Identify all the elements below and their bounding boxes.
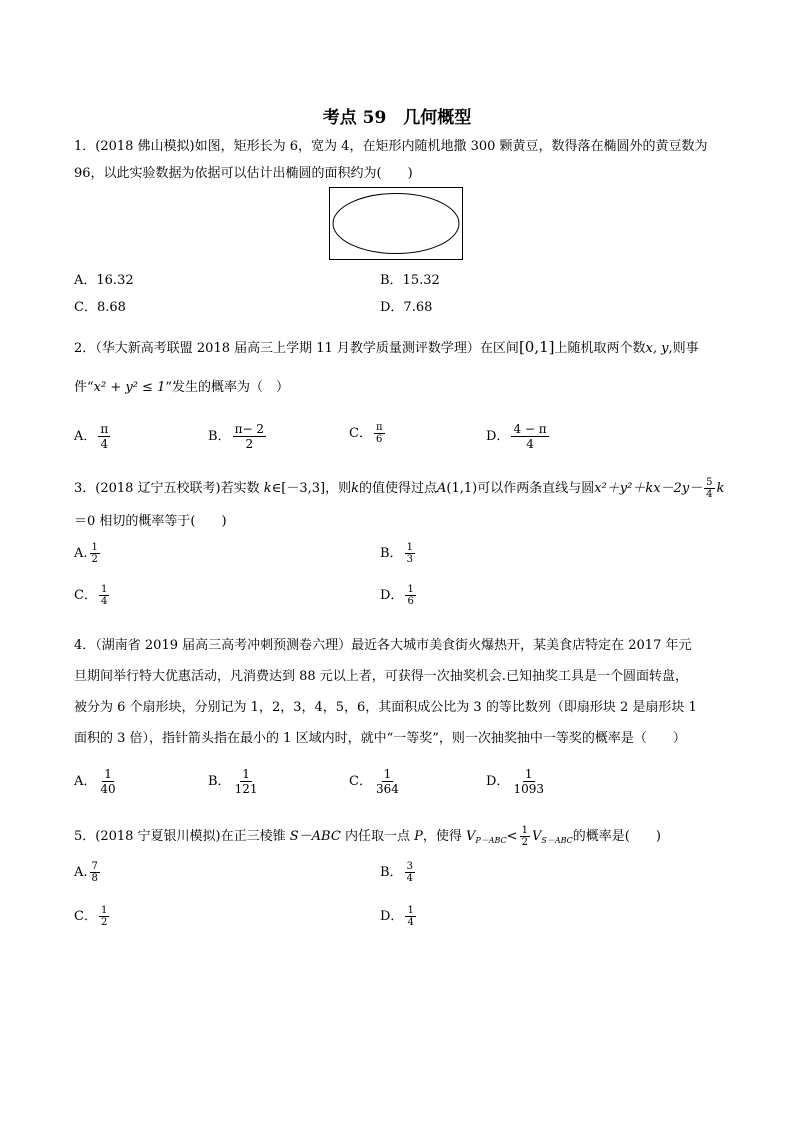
option-label: B．: [380, 546, 403, 561]
q2-text-a: 2．（华大新高考联盟 2018 届高三上学期 11 月教学质量测评数学理）在区间: [74, 341, 519, 356]
option-label: A.: [74, 546, 88, 561]
frac-den: 1093: [513, 782, 544, 796]
q2-option-b: [208, 422, 268, 451]
q5-text-d: 的概率是( ): [572, 829, 661, 844]
q5-text-c: ，使得: [422, 829, 466, 844]
q3-var-k: k: [351, 481, 359, 496]
rectangle-shape: [330, 188, 463, 260]
frac-den: 6: [407, 596, 414, 607]
frac-num: π− 2: [234, 422, 264, 436]
q3-text-c: 的值使得过点: [359, 481, 438, 496]
frac-num: 5: [706, 477, 713, 488]
q2-text-b: 上随机取两个数: [554, 341, 646, 356]
q2-interval: [0,1]: [518, 338, 555, 356]
option-label: A．: [74, 429, 97, 444]
q3-text-b: ∈[－3,3]，则: [271, 481, 352, 496]
frac-num: π: [100, 422, 109, 436]
q2-text-e: ”发生的概率为（ ）: [165, 380, 289, 395]
page-title: 考点 59 几何概型: [322, 108, 472, 128]
q1-option-b: B．15.32: [380, 273, 440, 288]
q3-var-k: k: [716, 481, 725, 496]
option-label: C．: [74, 588, 97, 603]
frac-den: 4: [100, 437, 109, 451]
frac-num: 1: [407, 584, 414, 595]
frac-num: 4 − π: [513, 422, 547, 436]
q2-stem-line2: [74, 379, 289, 397]
q3-option-a: [74, 542, 102, 565]
q2-option-c: [349, 422, 387, 445]
option-label: C．: [74, 909, 97, 924]
rectangle-ellipse-figure: [329, 187, 463, 260]
option-label: A．: [74, 774, 97, 789]
q4-option-d: [486, 767, 548, 796]
q2-expression: x² + y² ≤ 1: [93, 380, 166, 395]
option-label: D．: [380, 909, 404, 924]
q4-stem-line2: 旦期间举行特大优惠活动，凡消费达到 88 元以上者，可获得一次抽奖机会.已知抽奖工具是一个圆面转盘，: [74, 669, 688, 684]
frac-num: 1: [383, 767, 392, 781]
frac-den: 4: [406, 873, 413, 884]
q3-option-b: [380, 542, 417, 565]
q2-option-d: [486, 422, 551, 451]
frac-num: 1: [406, 542, 413, 553]
option-label: B．: [208, 774, 231, 789]
option-label: B．: [208, 429, 231, 444]
frac-den: 2: [91, 554, 98, 565]
q2-option-a: [74, 422, 112, 451]
q2-vars: x, y: [645, 341, 669, 356]
frac-den: 2: [100, 917, 108, 928]
q2-text-c: ,则事: [668, 341, 699, 356]
q3-option-d: [380, 584, 418, 607]
q5-less-than: <: [506, 829, 518, 844]
frac-den: 121: [234, 782, 258, 796]
frac-den: 3: [406, 554, 413, 565]
q1-option-c: C．8.68: [74, 300, 126, 315]
frac-den: 2: [521, 837, 528, 848]
q3-text-d: (1,1)可以作两条直线与圆: [446, 481, 595, 496]
q1-option-d: D．7.68: [380, 300, 433, 315]
frac-den: 4: [100, 596, 108, 607]
frac-den: 6: [376, 434, 383, 445]
q5-text-a: 5．(2018 宁夏银川模拟)在正三棱锥: [74, 829, 290, 844]
option-label: D．: [486, 774, 510, 789]
q3-option-c: [74, 584, 111, 607]
q1-stem-line1: 1．(2018 佛山模拟)如图，矩形长为 6，宽为 4，在矩形内随机地撒 300 颗黄豆，数得落在椭圆外的黄豆数为: [74, 139, 708, 154]
frac-den: 8: [91, 873, 98, 884]
option-label: A.: [74, 865, 88, 880]
q5-option-b: [380, 861, 417, 884]
frac-den: 4: [526, 437, 534, 451]
frac-den: 40: [100, 782, 116, 796]
frac-num: 1: [100, 905, 108, 916]
option-label: D．: [486, 429, 510, 444]
frac-num: 1: [521, 825, 528, 836]
ellipse-shape: [333, 194, 459, 254]
q5-point: P: [414, 829, 423, 844]
frac-den: 4: [407, 917, 414, 928]
q5-volume-2: V: [531, 829, 542, 844]
option-label: D．: [380, 588, 404, 603]
q2-text-d: 件“: [74, 380, 94, 395]
frac-den: 2: [245, 437, 254, 451]
frac-num: 1: [524, 767, 533, 781]
q4-option-c: [349, 767, 403, 796]
q1-stem-line2: 96，以此实验数据为依据可以估计出椭圆的面积约为( ): [74, 166, 413, 181]
q5-solid: S－ABC: [289, 829, 341, 844]
q3-point-a: A: [437, 481, 447, 496]
frac-den: 364: [375, 782, 399, 796]
frac-num: 3: [406, 861, 413, 872]
option-label: B．: [380, 865, 403, 880]
option-label: C．: [349, 774, 372, 789]
q5-volume-1: V: [465, 829, 476, 844]
q5-volume-1-sub: P－ABC: [475, 836, 507, 845]
q3-text-a: 3．(2018 辽宁五校联考)若实数: [74, 481, 264, 496]
q3-stem-line2: ＝0 相切的概率等于( ): [74, 514, 227, 529]
q4-option-a: [74, 767, 120, 796]
q4-option-b: [208, 767, 261, 796]
frac-num: π: [375, 422, 383, 433]
q5-stem: [74, 825, 661, 850]
q2-stem-line1: [74, 338, 699, 358]
q5-text-b: 内任取一点: [340, 829, 415, 844]
q3-circle-eq: x²＋y²＋kx－2y－: [594, 481, 703, 496]
q1-option-a: A．16.32: [74, 273, 134, 288]
frac-num: 1: [91, 542, 98, 553]
frac-num: 1: [407, 905, 414, 916]
q4-stem-line3: 被分为 6 个扇形块，分别记为 1，2，3，4，5，6，其面积成公比为 3 的等比数列（即扇形块 2 是扇形块 1: [74, 700, 697, 715]
frac-num: 7: [91, 861, 98, 872]
q5-option-c: [74, 905, 111, 928]
frac-num: 1: [104, 767, 112, 781]
frac-num: 1: [242, 767, 250, 781]
frac-num: 1: [100, 584, 108, 595]
frac-den: 4: [706, 489, 713, 500]
q4-stem-line4: 面积的 3 倍），指针箭头指在最小的 1 区域内时，就中“一等奖”，则一次抽奖抽中一等奖的概率是（ ）: [74, 731, 686, 746]
q3-stem-line1: [74, 477, 724, 500]
q5-volume-2-sub: S－ABC: [541, 836, 573, 845]
q4-stem-line1: 4．（湖南省 2019 届高三高考冲刺预测卷六理）最近各大城市美食街火爆热开，某美食店特定在 2017 年元: [74, 638, 692, 653]
q3-var-k: k: [263, 481, 272, 496]
q5-option-d: [380, 905, 418, 928]
q5-option-a: [74, 861, 102, 884]
option-label: C．: [349, 426, 372, 441]
